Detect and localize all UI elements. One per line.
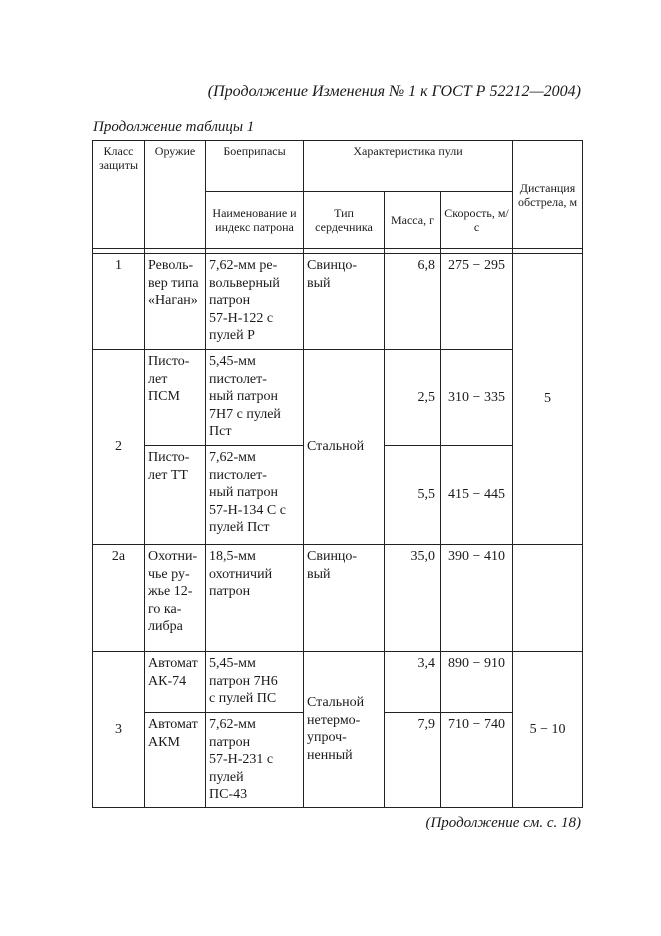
cell-patron: 18,5-мм охотничий патрон (206, 545, 304, 652)
header-distanciya: Дистанция обстрела, м (513, 141, 583, 249)
table-row (93, 545, 583, 652)
cell-tip: Стальной нетермо- упроч- ненный (304, 652, 385, 808)
cell-tip: Стальной (304, 350, 385, 545)
cell-skorost: 415 − 445 (441, 446, 513, 545)
header-klass: Класс защиты (93, 141, 145, 249)
cell-tip: Свинцо- вый (304, 254, 385, 350)
header-oruzhie: Оружие (145, 141, 206, 249)
header-boepripasy: Боеприпасы (206, 141, 304, 192)
table-row (93, 350, 583, 446)
cell-distance: 5 (513, 254, 583, 545)
cell-skorost: 710 − 740 (441, 713, 513, 808)
footer-note: (Продолжение см. с. 18) (425, 815, 581, 831)
cell-oruzhie: Автомат АКМ (145, 713, 206, 808)
cell-oruzhie: Охотни- чье ру- жье 12- го ка- либра (145, 545, 206, 652)
cell-patron: 5,45-мм патрон 7Н6 с пулей ПС (206, 652, 304, 713)
cell-skorost: 275 − 295 (441, 254, 513, 350)
cell-patron: 7,62-мм патрон 57-Н-231 с пулей ПС-43 (206, 713, 304, 808)
cell-klass: 3 (93, 652, 145, 808)
cell-klass: 2а (93, 545, 145, 652)
cell-klass: 2 (93, 350, 145, 545)
header-skorost: Скорость, м/с (441, 192, 513, 249)
table-caption: Продолжение таблицы 1 (93, 119, 255, 135)
header-tip: Тип сердечника (304, 192, 385, 249)
cell-skorost: 390 − 410 (441, 545, 513, 652)
header-naimenovanie: Наименование и индекс патрона (206, 192, 304, 249)
cell-massa: 35,0 (385, 545, 441, 652)
cell-oruzhie: Автомат АК-74 (145, 652, 206, 713)
cell-oruzhie: Револь- вер типа «Наган» (145, 254, 206, 350)
cell-skorost: 890 − 910 (441, 652, 513, 713)
cell-massa: 6,8 (385, 254, 441, 350)
table-row (93, 254, 583, 350)
cell-skorost: 310 − 335 (441, 350, 513, 446)
cell-massa: 3,4 (385, 652, 441, 713)
cell-klass: 1 (93, 254, 145, 350)
header-harakteristika: Характеристика пули (304, 141, 513, 192)
cell-massa: 5,5 (385, 446, 441, 545)
cell-oruzhie: Писто- лет ПСМ (145, 350, 206, 446)
cell-massa: 2,5 (385, 350, 441, 446)
header-note: (Продолжение Изменения № 1 к ГОСТ Р 52212—2004) (207, 83, 581, 100)
cell-patron: 7,62-мм пистолет- ный патрон 57-Н-134 С с пулей Пст (206, 446, 304, 545)
cell-distance-empty (513, 545, 583, 652)
cell-distance: 5 − 10 (513, 652, 583, 808)
cell-patron: 5,45-мм пистолет- ный патрон 7Н7 с пулей Пст (206, 350, 304, 446)
cell-massa: 7,9 (385, 713, 441, 808)
cell-patron: 7,62-мм ре- вольверный патрон 57-Н-122 с пулей Р (206, 254, 304, 350)
table-row (93, 652, 583, 713)
header-massa: Масса, г (385, 192, 441, 249)
cell-tip: Свинцо- вый (304, 545, 385, 652)
cell-oruzhie: Писто- лет ТТ (145, 446, 206, 545)
protection-class-table (92, 140, 583, 808)
